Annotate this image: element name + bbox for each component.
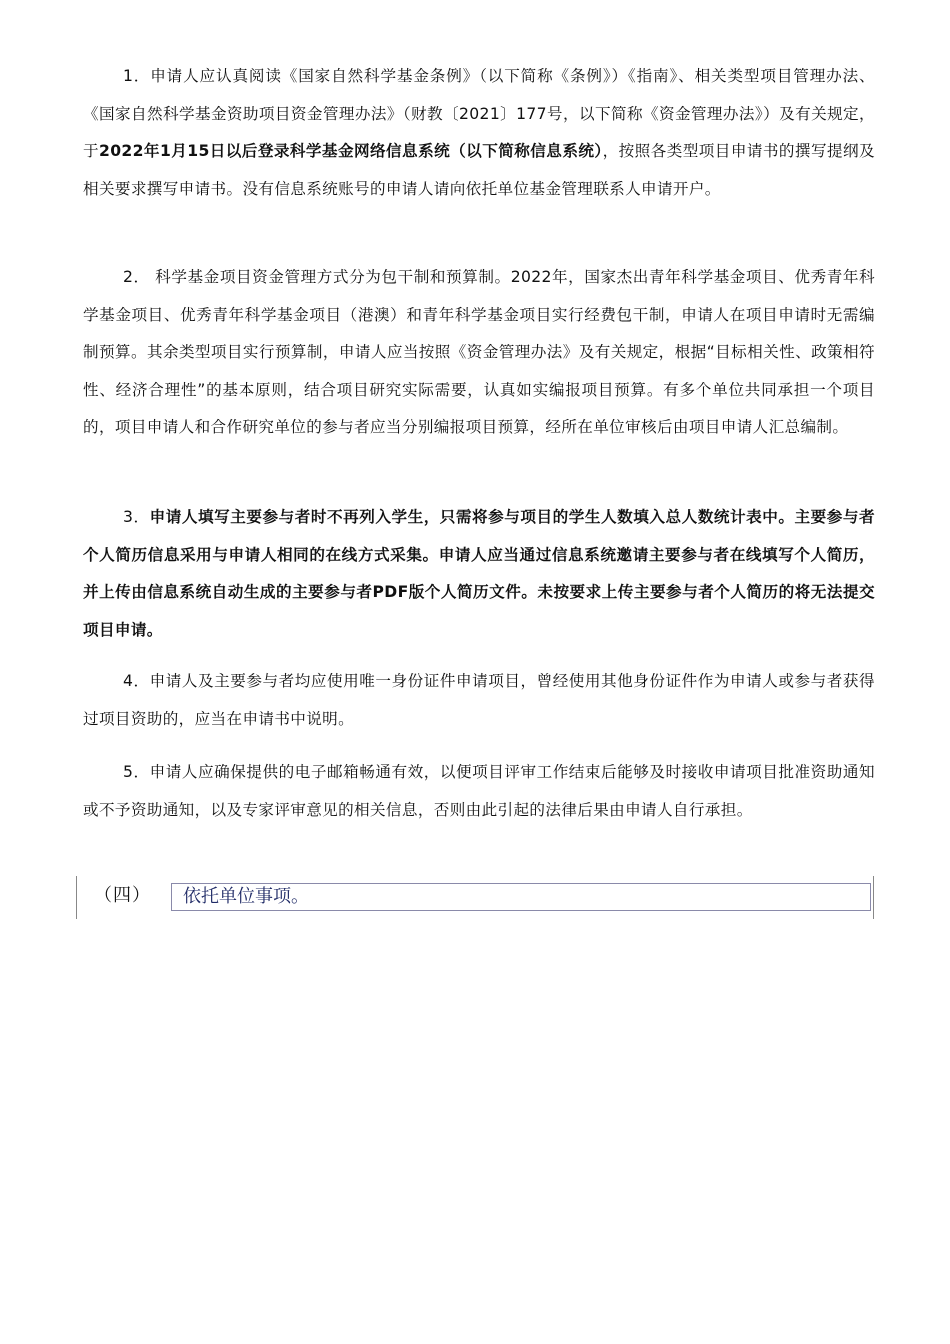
paragraph-4: 4．申请人及主要参与者均应使用唯一身份证件申请项目，曾经使用其他身份证件作为申请人或参与者获得过项目资助的，应当在申请书中说明。 bbox=[83, 672, 875, 728]
section-number: （四） bbox=[94, 885, 151, 906]
paragraph-1-rest: ，按照各类型项目申请书的撰写提纲及相关要求撰写申请书。没有信息系统账号的申请人请向依托单位基金管理联系人申请开户。 bbox=[83, 142, 875, 198]
section-title: 依托单位事项。 bbox=[183, 886, 309, 907]
paragraph-2: 2． 科学基金项目资金管理方式分为包干制和预算制。2022年，国家杰出青年科学基金项目、优秀青年科学基金项目、优秀青年科学基金项目（港澳）和青年科学基金项目实行经费包干制，申请人在项目申请时无需编制预算。其余类型项目实行预算制，申请人应当按照《资金管理办法》及有关规定，根据“目标相关性、政策相符性、经济合理性”的基本原则，结合项目研究实际需要，认真如实编报项目预算。有多个单位共同承担一个项目的，项目申请人和合作研究单位的参与者应当分别编报项目预算，经所在单位审核后由项目申请人汇总编制。 bbox=[83, 268, 875, 436]
section-heading-row bbox=[76, 876, 876, 919]
paragraph-1 bbox=[83, 58, 875, 208]
section-right-border bbox=[873, 876, 874, 919]
paragraph-3-bold: 申请人填写主要参与者时不再列入学生，只需将参与项目的学生人数填入总人数统计表中。主要参与者个人简历信息采用与申请人相同的在线方式采集。申请人应当通过信息系统邀请主要参与者在线填写个人简历，并上传由信息系统自动生成的主要参与者PDF版个人简历文件。未按要求上传主要参与者个人简历的将无法提交项目申请。 bbox=[83, 508, 875, 639]
paragraph-3-number: 3． bbox=[123, 508, 150, 526]
paragraph-1-bold: 2022年1月15日以后登录科学基金网络信息系统（以下简称信息系统） bbox=[99, 142, 603, 160]
paragraph-1-intro: 1．申请人应认真阅读《国家自然科学基金条例》（以下简称《条例》）《指南》、相关类型项目管理办法、《国家自然科学基金资助项目资金管理办法》（财教〔2021〕177号，以下简称《资金管理办法》）及有关规定，于 bbox=[83, 67, 875, 160]
section-title-field[interactable] bbox=[171, 883, 871, 911]
section-left-border bbox=[76, 876, 77, 919]
paragraph-5: 5．申请人应确保提供的电子邮箱畅通有效，以便项目评审工作结束后能够及时接收申请项目批准资助通知或不予资助通知，以及专家评审意见的相关信息，否则由此引起的法律后果由申请人自行承担。 bbox=[83, 763, 875, 819]
paragraph-3 bbox=[83, 499, 875, 649]
